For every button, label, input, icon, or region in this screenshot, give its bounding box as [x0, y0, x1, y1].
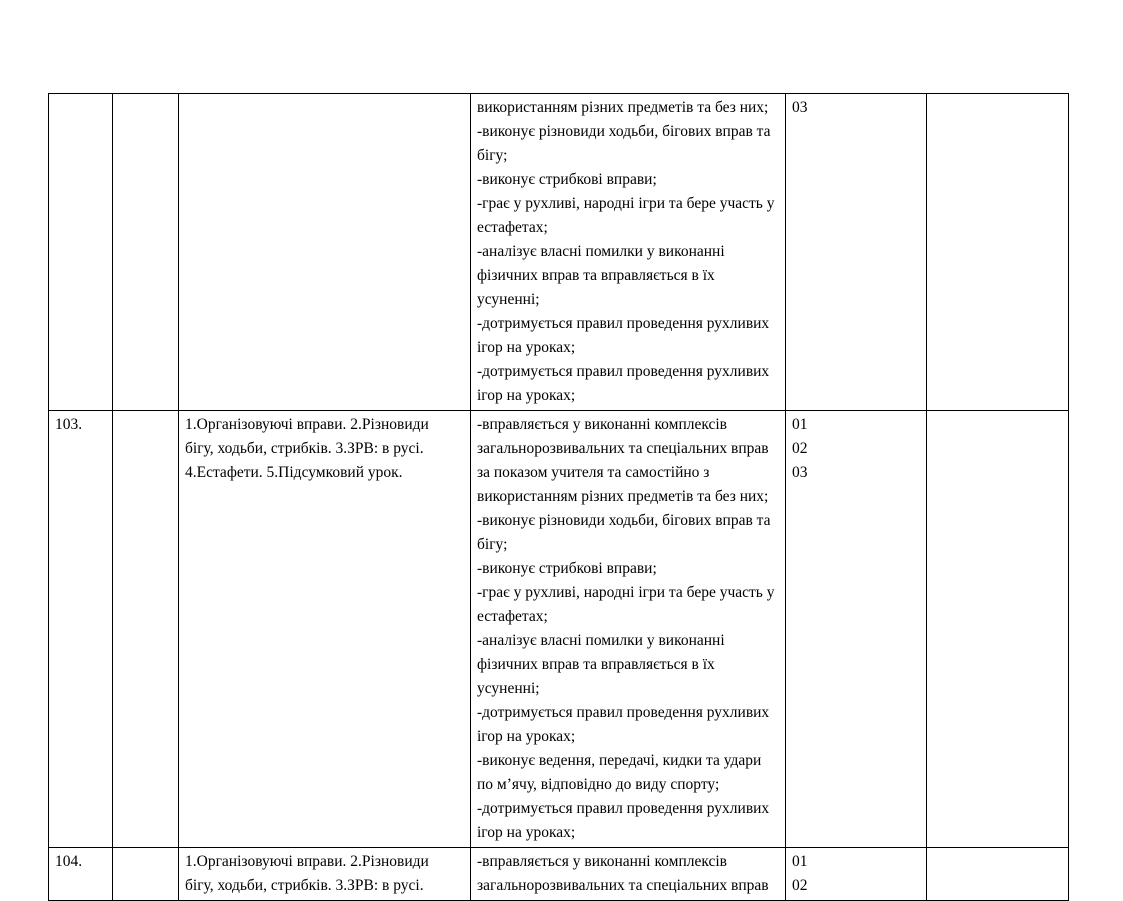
text-line: 1.Організовуючі вправи. 2.Різновиди	[185, 853, 429, 870]
text-line: бігу, ходьби, стрибків. 3.ЗРВ: в русі.	[185, 877, 424, 894]
text-line: по м’ячу, відповідно до виду спорту;	[477, 776, 720, 793]
text-line: фізичних вправ та вправляється в їх усуненні;	[477, 267, 715, 308]
text-line: -грає у рухливі, народні ігри та бере участь у	[477, 195, 775, 212]
lesson-number-cell: 104.	[49, 848, 113, 901]
text-line: бігу, ходьби, стрибків. 3.ЗРВ: в русі.	[185, 440, 424, 457]
text-line: -дотримується правил проведення рухливих	[477, 704, 770, 721]
lesson-plan-cell	[179, 848, 471, 901]
text-line: ігор на уроках;	[477, 824, 576, 841]
table-row	[49, 94, 1069, 411]
text-line: 01	[792, 853, 808, 870]
text-line: 02	[792, 440, 808, 457]
lesson-notes-cell	[927, 848, 1069, 901]
text-line: 02	[792, 877, 808, 894]
text-line: 01	[792, 416, 808, 433]
lesson-number-cell	[49, 94, 113, 411]
lesson-date-cell	[113, 411, 179, 848]
text-line: -дотримується правил проведення рухливих	[477, 363, 770, 380]
text-line: бігу;	[477, 536, 508, 553]
text-line: -виконує різновиди ходьби, бігових вправ та	[477, 123, 771, 140]
text-line: загальнорозвивальних та спеціальних вправ	[477, 440, 769, 457]
text-line: -аналізує власні помилки у виконанні	[477, 632, 725, 649]
text-line: фізичних вправ та вправляється в їх усуненні;	[477, 656, 715, 697]
text-line: -вправляється у виконанні комплексів	[477, 853, 728, 870]
text-line: 03	[792, 99, 808, 116]
text-line: за показом учителя та самостійно з	[477, 464, 710, 481]
lesson-number-cell: 103.	[49, 411, 113, 848]
text-line: ігор на уроках;	[477, 728, 576, 745]
text-line: -виконує ведення, передачі, кидки та удари	[477, 752, 762, 769]
table-row	[49, 848, 1069, 901]
text-line: -дотримується правил проведення рухливих	[477, 315, 770, 332]
text-line: -виконує стрибкові вправи;	[477, 171, 657, 188]
text-line: використанням різних предметів та без них;	[477, 99, 769, 116]
lesson-outcomes-cell	[471, 848, 786, 901]
lesson-date-cell	[113, 94, 179, 411]
text-line: естафетах;	[477, 608, 548, 625]
lesson-notes-cell	[927, 94, 1069, 411]
text-line: використанням різних предметів та без них;	[477, 488, 769, 505]
lesson-outcomes-cell	[471, 94, 786, 411]
lesson-plan-table	[48, 93, 1069, 901]
text-line: загальнорозвивальних та спеціальних вправ	[477, 877, 769, 894]
text-line: -аналізує власні помилки у виконанні	[477, 243, 725, 260]
text-line: естафетах;	[477, 219, 548, 236]
text-line: 1.Організовуючі вправи. 2.Різновиди	[185, 416, 429, 433]
lesson-plan-cell	[179, 411, 471, 848]
lesson-codes-cell	[786, 848, 927, 901]
lesson-codes-cell	[786, 94, 927, 411]
text-line: -виконує різновиди ходьби, бігових вправ та	[477, 512, 771, 529]
text-line: 03	[792, 464, 808, 481]
text-line: бігу;	[477, 147, 508, 164]
lesson-date-cell	[113, 848, 179, 901]
table-body	[49, 94, 1069, 901]
table-row	[49, 411, 1069, 848]
lesson-outcomes-cell	[471, 411, 786, 848]
text-line: ігор на уроках;	[477, 339, 576, 356]
lesson-notes-cell	[927, 411, 1069, 848]
lesson-plan-cell	[179, 94, 471, 411]
text-line: -виконує стрибкові вправи;	[477, 560, 657, 577]
text-line: 4.Естафети. 5.Підсумковий урок.	[185, 464, 403, 481]
text-line: -вправляється у виконанні комплексів	[477, 416, 728, 433]
lesson-codes-cell	[786, 411, 927, 848]
text-line: -грає у рухливі, народні ігри та бере участь у	[477, 584, 775, 601]
text-line: -дотримується правил проведення рухливих	[477, 800, 770, 817]
text-line: ігор на уроках;	[477, 387, 576, 404]
